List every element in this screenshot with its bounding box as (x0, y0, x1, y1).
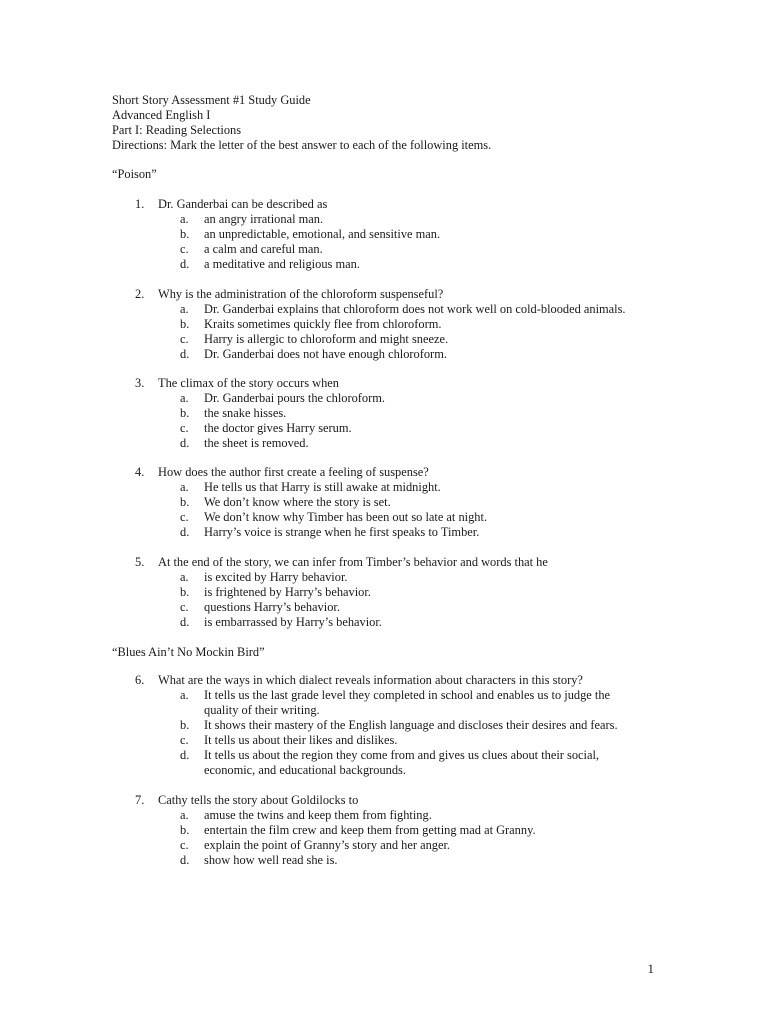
question-number: 2. (135, 287, 145, 301)
option-letter: b. (180, 823, 190, 837)
option-letter: b. (180, 317, 190, 331)
document-title: Short Story Assessment #1 Study Guide (112, 93, 311, 107)
option-text: It tells us about the region they come from and gives us clues about their social, economic, and educational backgrounds. (204, 748, 600, 777)
answer-option[interactable] (135, 718, 635, 733)
answer-option[interactable] (135, 495, 635, 510)
page-number: 1 (647, 961, 654, 976)
section-title-poison: “Poison” (112, 167, 157, 181)
option-letter: d. (180, 436, 190, 450)
question-number: 3. (135, 376, 145, 390)
question-stem (135, 673, 635, 688)
answer-option[interactable] (135, 212, 635, 227)
question-text: What are the ways in which dialect reveals information about characters in this story? (158, 673, 583, 687)
option-text: entertain the film crew and keep them from getting mad at Granny. (204, 823, 536, 837)
answer-option[interactable] (135, 853, 635, 868)
answer-option[interactable] (135, 436, 635, 451)
option-letter: d. (180, 347, 190, 361)
directions: Directions: Mark the letter of the best answer to each of the following items. (112, 138, 492, 152)
option-letter: c. (180, 733, 189, 747)
option-letter: d. (180, 525, 190, 539)
question-text: Why is the administration of the chloroform suspenseful? (158, 287, 444, 301)
option-text: amuse the twins and keep them from fighting. (204, 808, 432, 822)
option-letter: b. (180, 585, 190, 599)
option-text: Dr. Ganderbai explains that chloroform does not work well on cold-blooded animals. (204, 302, 626, 316)
section-title-blues: “Blues Ain’t No Mockin Bird” (112, 645, 265, 659)
option-letter: b. (180, 406, 190, 420)
answer-option[interactable] (135, 615, 635, 630)
answer-option[interactable] (135, 242, 635, 257)
option-text: He tells us that Harry is still awake at midnight. (204, 480, 441, 494)
question-1 (135, 197, 635, 272)
answer-option[interactable] (135, 347, 635, 362)
option-text: an angry irrational man. (204, 212, 324, 226)
option-letter: c. (180, 838, 189, 852)
option-text: a meditative and religious man. (204, 257, 360, 271)
answer-option[interactable] (135, 600, 635, 615)
question-text: The climax of the story occurs when (158, 376, 339, 390)
question-number: 6. (135, 673, 145, 687)
question-3 (135, 376, 635, 451)
question-number: 1. (135, 197, 145, 211)
option-text: is excited by Harry behavior. (204, 570, 348, 584)
option-letter: d. (180, 853, 190, 867)
option-letter: c. (180, 242, 189, 256)
question-text: How does the author first create a feeling of suspense? (158, 465, 429, 479)
answer-option[interactable] (135, 748, 635, 778)
question-text: Dr. Ganderbai can be described as (158, 197, 328, 211)
question-6 (135, 673, 635, 778)
option-letter: a. (180, 212, 189, 226)
question-stem (135, 555, 635, 570)
document-header (112, 93, 491, 153)
answer-option[interactable] (135, 257, 635, 272)
option-text: Kraits sometimes quickly flee from chloroform. (204, 317, 442, 331)
question-number: 7. (135, 793, 145, 807)
question-text: Cathy tells the story about Goldilocks to (158, 793, 359, 807)
option-text: Harry’s voice is strange when he first speaks to Timber. (204, 525, 480, 539)
option-letter: a. (180, 302, 189, 316)
option-text: the sheet is removed. (204, 436, 309, 450)
answer-option[interactable] (135, 838, 635, 853)
option-text: is frightened by Harry’s behavior. (204, 585, 371, 599)
answer-option[interactable] (135, 317, 635, 332)
option-text: Dr. Ganderbai does not have enough chloroform. (204, 347, 447, 361)
answer-option[interactable] (135, 510, 635, 525)
option-letter: a. (180, 808, 189, 822)
answer-option[interactable] (135, 808, 635, 823)
option-text: It shows their mastery of the English language and discloses their desires and fears. (204, 718, 618, 732)
option-text: It tells us about their likes and dislikes. (204, 733, 398, 747)
question-2 (135, 287, 635, 362)
answer-option[interactable] (135, 302, 635, 317)
option-text: an unpredictable, emotional, and sensitive man. (204, 227, 441, 241)
part-heading: Part I: Reading Selections (112, 123, 242, 137)
option-letter: c. (180, 421, 189, 435)
answer-option[interactable] (135, 480, 635, 495)
answer-option[interactable] (135, 227, 635, 242)
option-text: is embarrassed by Harry’s behavior. (204, 615, 382, 629)
answer-option[interactable] (135, 688, 635, 718)
option-letter: b. (180, 495, 190, 509)
question-stem (135, 197, 635, 212)
option-letter: a. (180, 688, 189, 702)
option-letter: a. (180, 480, 189, 494)
option-letter: c. (180, 510, 189, 524)
question-7 (135, 793, 635, 868)
question-stem (135, 376, 635, 391)
answer-option[interactable] (135, 733, 635, 748)
option-letter: d. (180, 615, 190, 629)
option-text: the snake hisses. (204, 406, 287, 420)
answer-option[interactable] (135, 823, 635, 838)
option-text: the doctor gives Harry serum. (204, 421, 352, 435)
answer-option[interactable] (135, 391, 635, 406)
answer-option[interactable] (135, 332, 635, 347)
question-number: 4. (135, 465, 145, 479)
option-text: show how well read she is. (204, 853, 338, 867)
question-stem (135, 287, 635, 302)
option-text: Dr. Ganderbai pours the chloroform. (204, 391, 385, 405)
answer-option[interactable] (135, 525, 635, 540)
option-letter: a. (180, 391, 189, 405)
question-4 (135, 465, 635, 540)
option-text: Harry is allergic to chloroform and might sneeze. (204, 332, 449, 346)
option-letter: d. (180, 257, 190, 271)
answer-option[interactable] (135, 406, 635, 421)
option-text: explain the point of Granny’s story and her anger. (204, 838, 451, 852)
question-text: At the end of the story, we can infer from Timber’s behavior and words that he (158, 555, 548, 569)
answer-option[interactable] (135, 585, 635, 600)
option-text: We don’t know where the story is set. (204, 495, 391, 509)
option-text: questions Harry’s behavior. (204, 600, 340, 614)
question-stem (135, 465, 635, 480)
option-letter: c. (180, 332, 189, 346)
course-name: Advanced English I (112, 108, 211, 122)
question-stem (135, 793, 635, 808)
option-letter: b. (180, 718, 190, 732)
option-letter: c. (180, 600, 189, 614)
option-text: We don’t know why Timber has been out so late at night. (204, 510, 488, 524)
option-letter: b. (180, 227, 190, 241)
option-letter: d. (180, 748, 190, 762)
question-5 (135, 555, 635, 630)
option-letter: a. (180, 570, 189, 584)
option-text: It tells us the last grade level they completed in school and enables us to judge the quality of their writing. (204, 688, 611, 717)
question-number: 5. (135, 555, 145, 569)
answer-option[interactable] (135, 570, 635, 585)
option-text: a calm and careful man. (204, 242, 323, 256)
answer-option[interactable] (135, 421, 635, 436)
